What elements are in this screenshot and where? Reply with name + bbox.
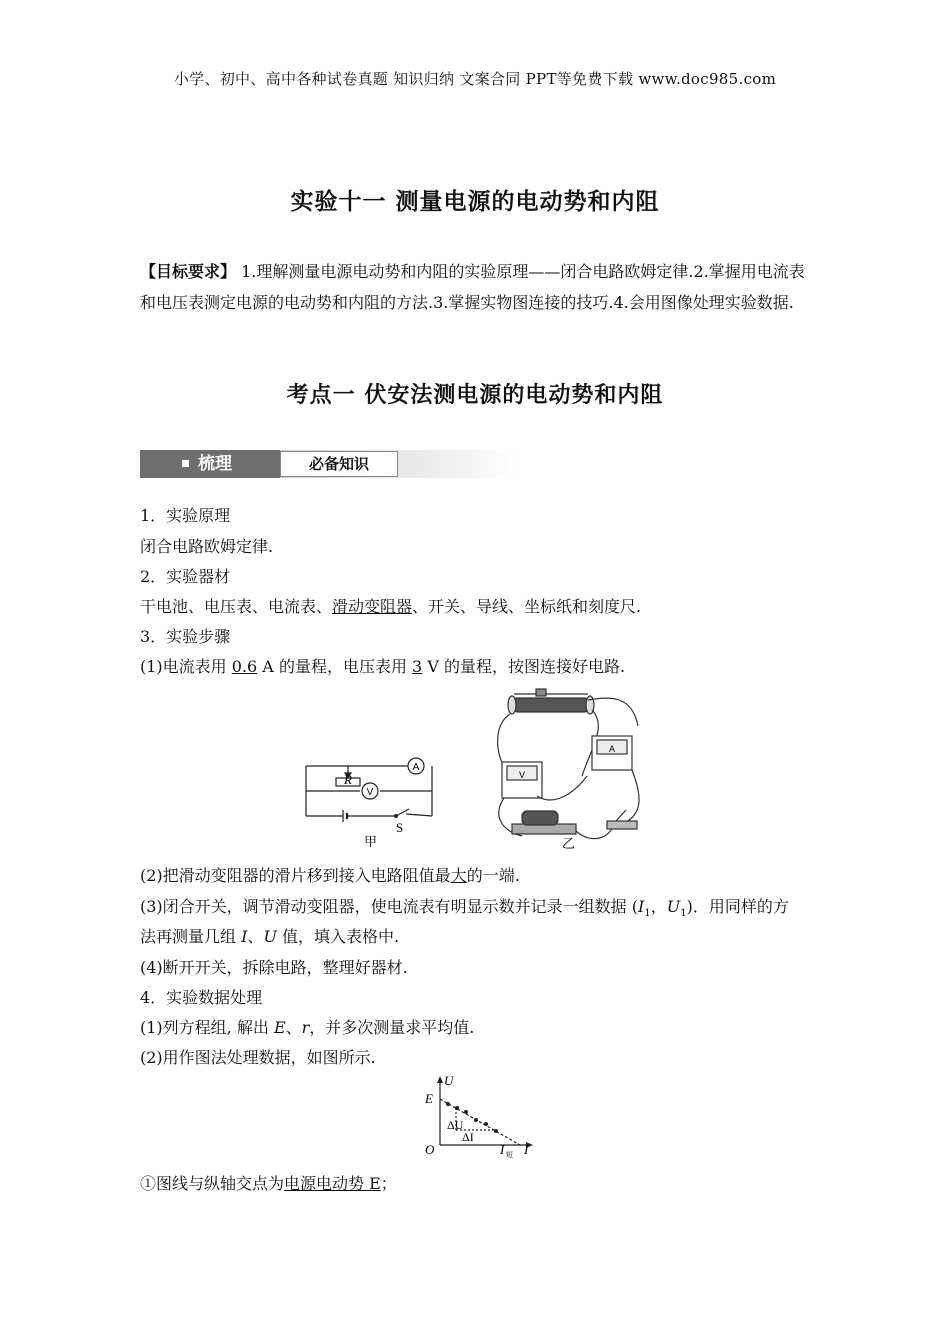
data-point xyxy=(464,1110,468,1114)
banner-left-label: 梳理 xyxy=(198,454,232,474)
step-2: (2)把滑动变阻器的滑片移到接入电路阻值最大的一端. xyxy=(140,866,520,885)
step-3b: 法再测量几组 I、U 值，填入表格中. xyxy=(140,927,400,946)
data-point xyxy=(446,1102,450,1106)
u-axis-label: U xyxy=(444,1075,454,1088)
method-2: (2)用作图法处理数据，如图所示. xyxy=(140,1048,376,1067)
square-bullet-icon xyxy=(182,460,189,467)
banner-right-label: 必备知识 xyxy=(280,451,398,477)
data-point xyxy=(494,1129,498,1133)
apparatus-caption: 乙 xyxy=(562,836,576,851)
s2-body: 干电池、电压表、电流表、滑动变阻器、开关、导线、坐标纸和刻度尺. xyxy=(140,597,642,616)
page-title: 实验十一 测量电源的电动势和内阻 xyxy=(290,189,660,215)
ishort-label: I xyxy=(500,1142,505,1157)
step-1: (1)电流表用 0.6 A 的量程，电压表用 3 V 的量程，按图连接好电路. xyxy=(140,657,626,676)
section-banner xyxy=(140,450,516,480)
rheostat-label: R xyxy=(344,772,352,787)
i-axis-label: I xyxy=(524,1142,529,1157)
origin-label: O xyxy=(425,1142,435,1157)
switch-label: S xyxy=(396,820,404,835)
delta-u-label: ΔU xyxy=(447,1118,464,1132)
ishort-subscript: 短 xyxy=(506,1151,513,1159)
data-point xyxy=(455,1106,459,1110)
ui-graph xyxy=(420,1075,538,1161)
voltmeter-label: V xyxy=(366,787,374,798)
e-intercept-label: E xyxy=(425,1091,433,1106)
goal-text: 1.理解测量电源电动势和内阻的实验原理——闭合电路欧姆定律.2.掌握用电流表和电压表测定电源的电动势和内阻的方法.3.掌握实物图连接的技巧.4.会用图像处理实验数据. xyxy=(140,262,805,312)
apparatus-voltmeter-label: V xyxy=(518,770,526,780)
circuit-diagram xyxy=(296,748,438,848)
ammeter-label: A xyxy=(412,762,420,773)
goal-tag: 【目标要求】 xyxy=(140,262,237,281)
apparatus-sketch xyxy=(492,686,652,851)
s1-heading: 1．实验原理 xyxy=(140,506,231,525)
s2-heading: 2．实验器材 xyxy=(140,567,231,586)
data-point xyxy=(484,1122,488,1126)
section-subtitle: 考点一 伏安法测电源的电动势和内阻 xyxy=(286,383,664,408)
data-point xyxy=(474,1118,478,1122)
step-4: (4)断开开关，拆除电路，整理好器材. xyxy=(140,958,408,977)
apparatus-ammeter-label: A xyxy=(608,744,616,754)
y-axis-arrow-icon xyxy=(437,1076,443,1083)
circuit-caption: 甲 xyxy=(364,834,378,848)
conclusion-1: ①图线与纵轴交点为电源电动势 E； xyxy=(140,1174,397,1193)
s4-heading: 4．实验数据处理 xyxy=(140,988,263,1007)
s1-body: 闭合电路欧姆定律. xyxy=(140,537,274,556)
site-header: 小学、初中、高中各种试卷真题 知识归纳 文案合同 PPT等免费下载 www.doc985.com xyxy=(173,70,777,88)
step-3a: (3)闭合开关，调节滑动变阻器，使电流表有明显示数并记录一组数据 ($I_1$，$U_1$)．用同样的方 xyxy=(140,897,789,920)
goal-paragraph xyxy=(140,256,812,318)
delta-i-label: ΔI xyxy=(462,1130,474,1144)
s3-heading: 3．实验步骤 xyxy=(140,627,231,646)
underlined-answer: 滑动变阻器 xyxy=(332,597,413,616)
method-1: (1)列方程组, 解出 E、r，并多次测量求平均值. xyxy=(140,1018,475,1037)
